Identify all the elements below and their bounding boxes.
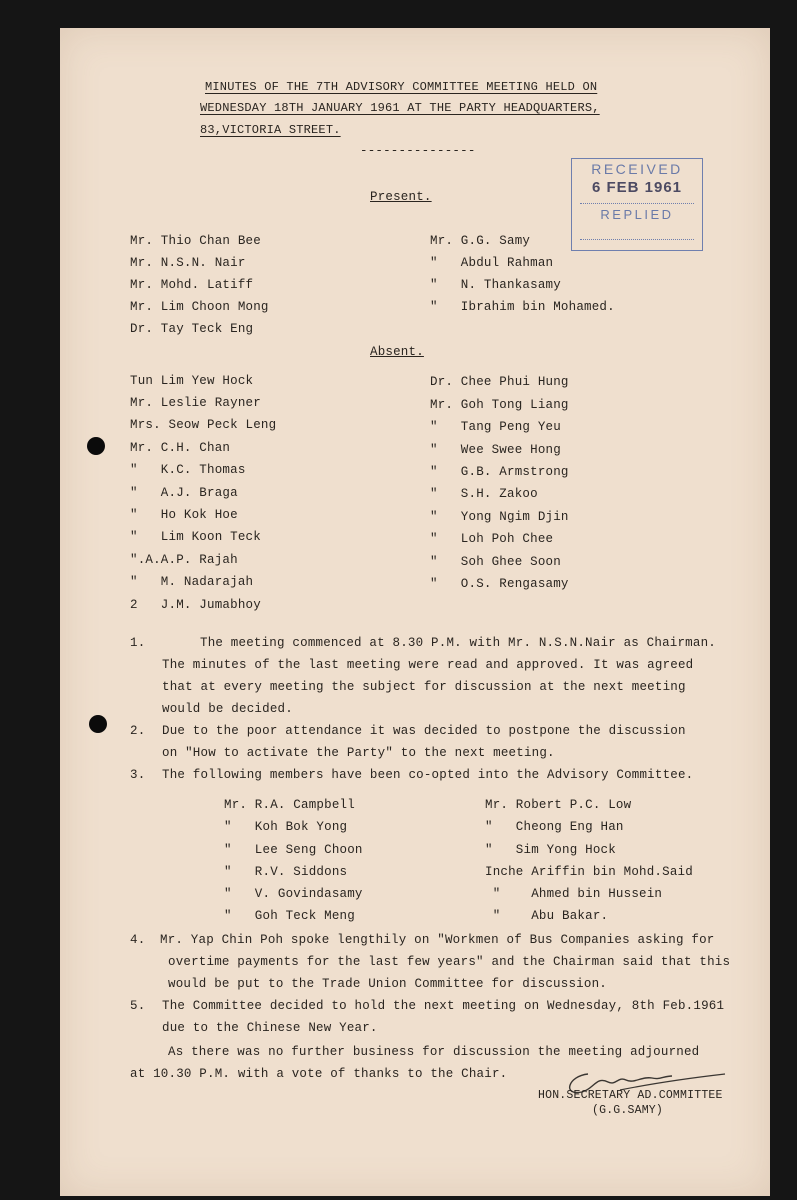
coopted-member: Inche Ariffin bin Mohd.Said — [485, 865, 693, 879]
stamp-divider — [580, 203, 694, 204]
absent-member: " Lim Koon Teck — [130, 530, 261, 544]
present-member: Mr. Thio Chan Bee — [130, 234, 261, 248]
coopted-member: Mr. Robert P.C. Low — [485, 798, 632, 812]
coopted-member: " Koh Bok Yong — [224, 820, 348, 834]
item-number: 1. — [130, 636, 146, 650]
stamp-date: 6 FEB 1961 — [591, 179, 683, 196]
item-text: The meeting commenced at 8.30 P.M. with Mr. N.S.N.Nair as Chairman. — [200, 636, 716, 650]
present-member: Dr. Tay Teck Eng — [130, 322, 254, 336]
title-rule: --------------- — [360, 144, 476, 158]
absent-member: Mr. Goh Tong Liang — [430, 398, 569, 412]
absent-member: " Loh Poh Chee — [430, 532, 554, 546]
stamp-divider — [580, 239, 694, 240]
title-line-3: 83,VICTORIA STREET. — [200, 123, 341, 137]
closing-text: at 10.30 P.M. with a vote of thanks to the Chair. — [130, 1067, 508, 1081]
coopted-member: " Ahmed bin Hussein — [485, 887, 663, 901]
item-text: due to the Chinese New Year. — [162, 1021, 378, 1035]
absent-member: Mrs. Seow Peck Leng — [130, 418, 277, 432]
item-text: would be put to the Trade Union Committee for discussion. — [168, 977, 607, 991]
present-member: Mr. N.S.N. Nair — [130, 256, 246, 270]
present-heading: Present. — [370, 190, 432, 204]
absent-member: Tun Lim Yew Hock — [130, 374, 254, 388]
coopted-member: " V. Govindasamy — [224, 887, 363, 901]
absent-member: " S.H. Zakoo — [430, 487, 538, 501]
punch-hole — [87, 437, 105, 455]
coopted-member: " Lee Seng Choon — [224, 843, 363, 857]
absent-member: " A.J. Braga — [130, 486, 238, 500]
title-line-2: WEDNESDAY 18TH JANUARY 1961 AT THE PARTY HEADQUARTERS, — [200, 101, 600, 115]
item-number: 5. — [130, 999, 146, 1013]
item-text: The Committee decided to hold the next meeting on Wednesday, 8th Feb.1961 — [162, 999, 725, 1013]
absent-member: " O.S. Rengasamy — [430, 577, 569, 591]
item-text: on "How to activate the Party" to the next meeting. — [162, 746, 555, 760]
item-text: Due to the poor attendance it was decided to postpone the discussion — [162, 724, 686, 738]
present-member: " Abdul Rahman — [430, 256, 554, 270]
absent-member: ".A.A.P. Rajah — [130, 553, 238, 567]
item-text: The following members have been co-opted into the Advisory Committee. — [162, 768, 694, 782]
absent-member: " Yong Ngim Djin — [430, 510, 569, 524]
present-member: Mr. Lim Choon Mong — [130, 300, 269, 314]
present-member: " N. Thankasamy — [430, 278, 561, 292]
item-text: that at every meeting the subject for discussion at the next meeting — [162, 680, 686, 694]
coopted-member: " R.V. Siddons — [224, 865, 348, 879]
absent-member: " Soh Ghee Soon — [430, 555, 561, 569]
absent-member: Dr. Chee Phui Hung — [430, 375, 569, 389]
item-text: overtime payments for the last few years" and the Chairman said that this — [168, 955, 731, 969]
punch-hole — [89, 715, 107, 733]
absent-member: " G.B. Armstrong — [430, 465, 569, 479]
signoff-title: HON.SECRETARY AD.COMMITTEE — [538, 1089, 723, 1102]
coopted-member: " Abu Bakar. — [485, 909, 609, 923]
absent-member: 2 J.M. Jumabhoy — [130, 598, 261, 612]
coopted-member: " Sim Yong Hock — [485, 843, 616, 857]
signoff-name: (G.G.SAMY) — [592, 1104, 664, 1117]
stamp-replied-label: REPLIED — [600, 207, 674, 222]
absent-member: " K.C. Thomas — [130, 463, 246, 477]
present-member: Mr. Mohd. Latiff — [130, 278, 254, 292]
item-text: Mr. Yap Chin Poh spoke lengthily on "Workmen of Bus Companies asking for — [160, 933, 715, 947]
received-stamp — [571, 158, 703, 251]
closing-text: As there was no further business for discussion the meeting adjourned — [168, 1045, 700, 1059]
item-text: The minutes of the last meeting were read and approved. It was agreed — [162, 658, 694, 672]
absent-member: " M. Nadarajah — [130, 575, 254, 589]
absent-member: Mr. C.H. Chan — [130, 441, 231, 455]
present-member: Mr. G.G. Samy — [430, 234, 531, 248]
absent-member: " Ho Kok Hoe — [130, 508, 238, 522]
coopted-member: " Cheong Eng Han — [485, 820, 624, 834]
title-line-1: MINUTES OF THE 7TH ADVISORY COMMITTEE MEETING HELD ON — [205, 80, 598, 94]
absent-member: Mr. Leslie Rayner — [130, 396, 261, 410]
absent-heading: Absent. — [370, 345, 424, 359]
item-number: 3. — [130, 768, 146, 782]
coopted-member: " Goh Teck Meng — [224, 909, 355, 923]
absent-member: " Tang Peng Yeu — [430, 420, 561, 434]
present-member: " Ibrahim bin Mohamed. — [430, 300, 615, 314]
item-text: would be decided. — [162, 702, 293, 716]
stamp-received-label: RECEIVED — [591, 161, 683, 177]
item-number: 4. — [130, 933, 146, 947]
item-number: 2. — [130, 724, 146, 738]
coopted-member: Mr. R.A. Campbell — [224, 798, 355, 812]
absent-member: " Wee Swee Hong — [430, 443, 561, 457]
